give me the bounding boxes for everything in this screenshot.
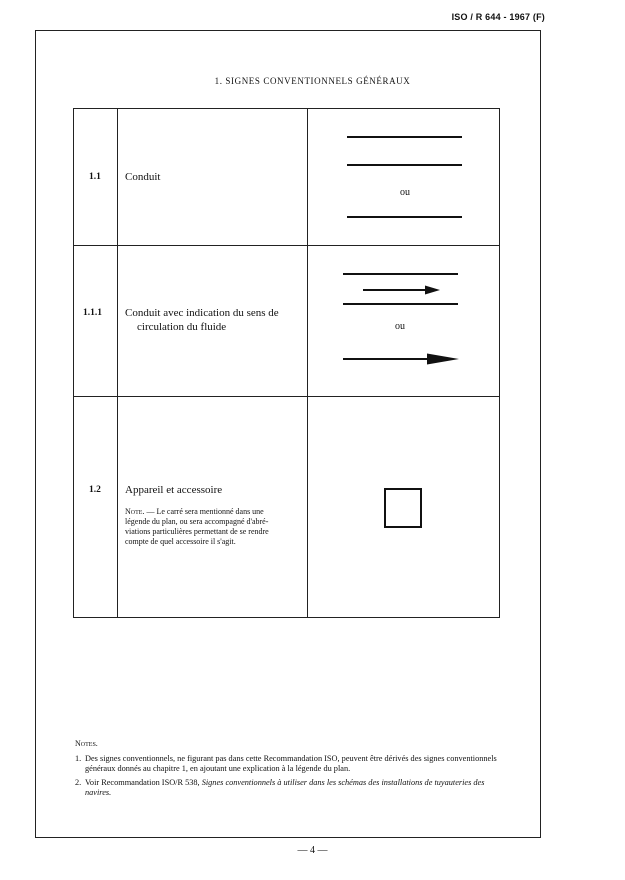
row-number: 1.1.1: [83, 308, 102, 318]
note-text-plain: Voir Recommandation ISO/R 538,: [85, 777, 200, 787]
square-symbol: [385, 489, 421, 527]
note-number: 2.: [75, 777, 82, 787]
note-text: [85, 778, 505, 799]
note-label: Note. —: [125, 507, 155, 516]
row-note-line: [125, 507, 303, 517]
separator-text: ou: [400, 187, 410, 198]
row-note-line: viations particulières permettant de se rendre: [125, 527, 269, 536]
notes-heading: Notes.: [75, 739, 98, 748]
symbols-table: [73, 108, 500, 618]
row-note: [125, 507, 303, 547]
row-number: 1.1: [89, 172, 101, 182]
pipe-symbol: [307, 109, 500, 245]
row-description-line: circulation du fluide: [137, 321, 227, 333]
note-item: [75, 754, 505, 775]
notes-section: [75, 739, 505, 802]
section-title: 1. SIGNES CONVENTIONNELS GÉNÉRAUX: [214, 76, 411, 86]
row-description: [125, 306, 279, 334]
document-reference: ISO / R 644 - 1967 (F): [451, 12, 545, 22]
arrow-head: [425, 286, 440, 295]
row-description-line: Conduit avec indication du sens de: [125, 307, 279, 319]
note-number: 1.: [75, 753, 82, 763]
arrow-head: [427, 354, 459, 365]
row-note-line: légende du plan, ou sera accompagné d'abré-: [125, 517, 269, 526]
note-text: Le carré sera mentionné dans une: [156, 507, 264, 516]
page-number: — 4 —: [297, 845, 328, 856]
row-note-line: compte de quel accessoire il s'agit.: [125, 537, 236, 546]
apparatus-symbol: [307, 397, 500, 617]
note-item: [75, 778, 505, 799]
row-description: Appareil et accessoire: [125, 484, 223, 496]
separator-text: ou: [395, 321, 405, 332]
row-description: Conduit: [125, 171, 161, 183]
note-text-italic: Signes conventionnels à utiliser dans les schémas des installations de tuyauteries des navires.: [85, 777, 485, 797]
row-number: 1.2: [89, 485, 101, 495]
column-divider: [117, 109, 118, 617]
note-text: Des signes conventionnels, ne figurant pas dans cette Recommandation ISO, peuvent être dérivés des signes conventionnels généraux donnés au chapitre 1, en ajoutant une explication à la légende du plan.: [85, 753, 497, 773]
